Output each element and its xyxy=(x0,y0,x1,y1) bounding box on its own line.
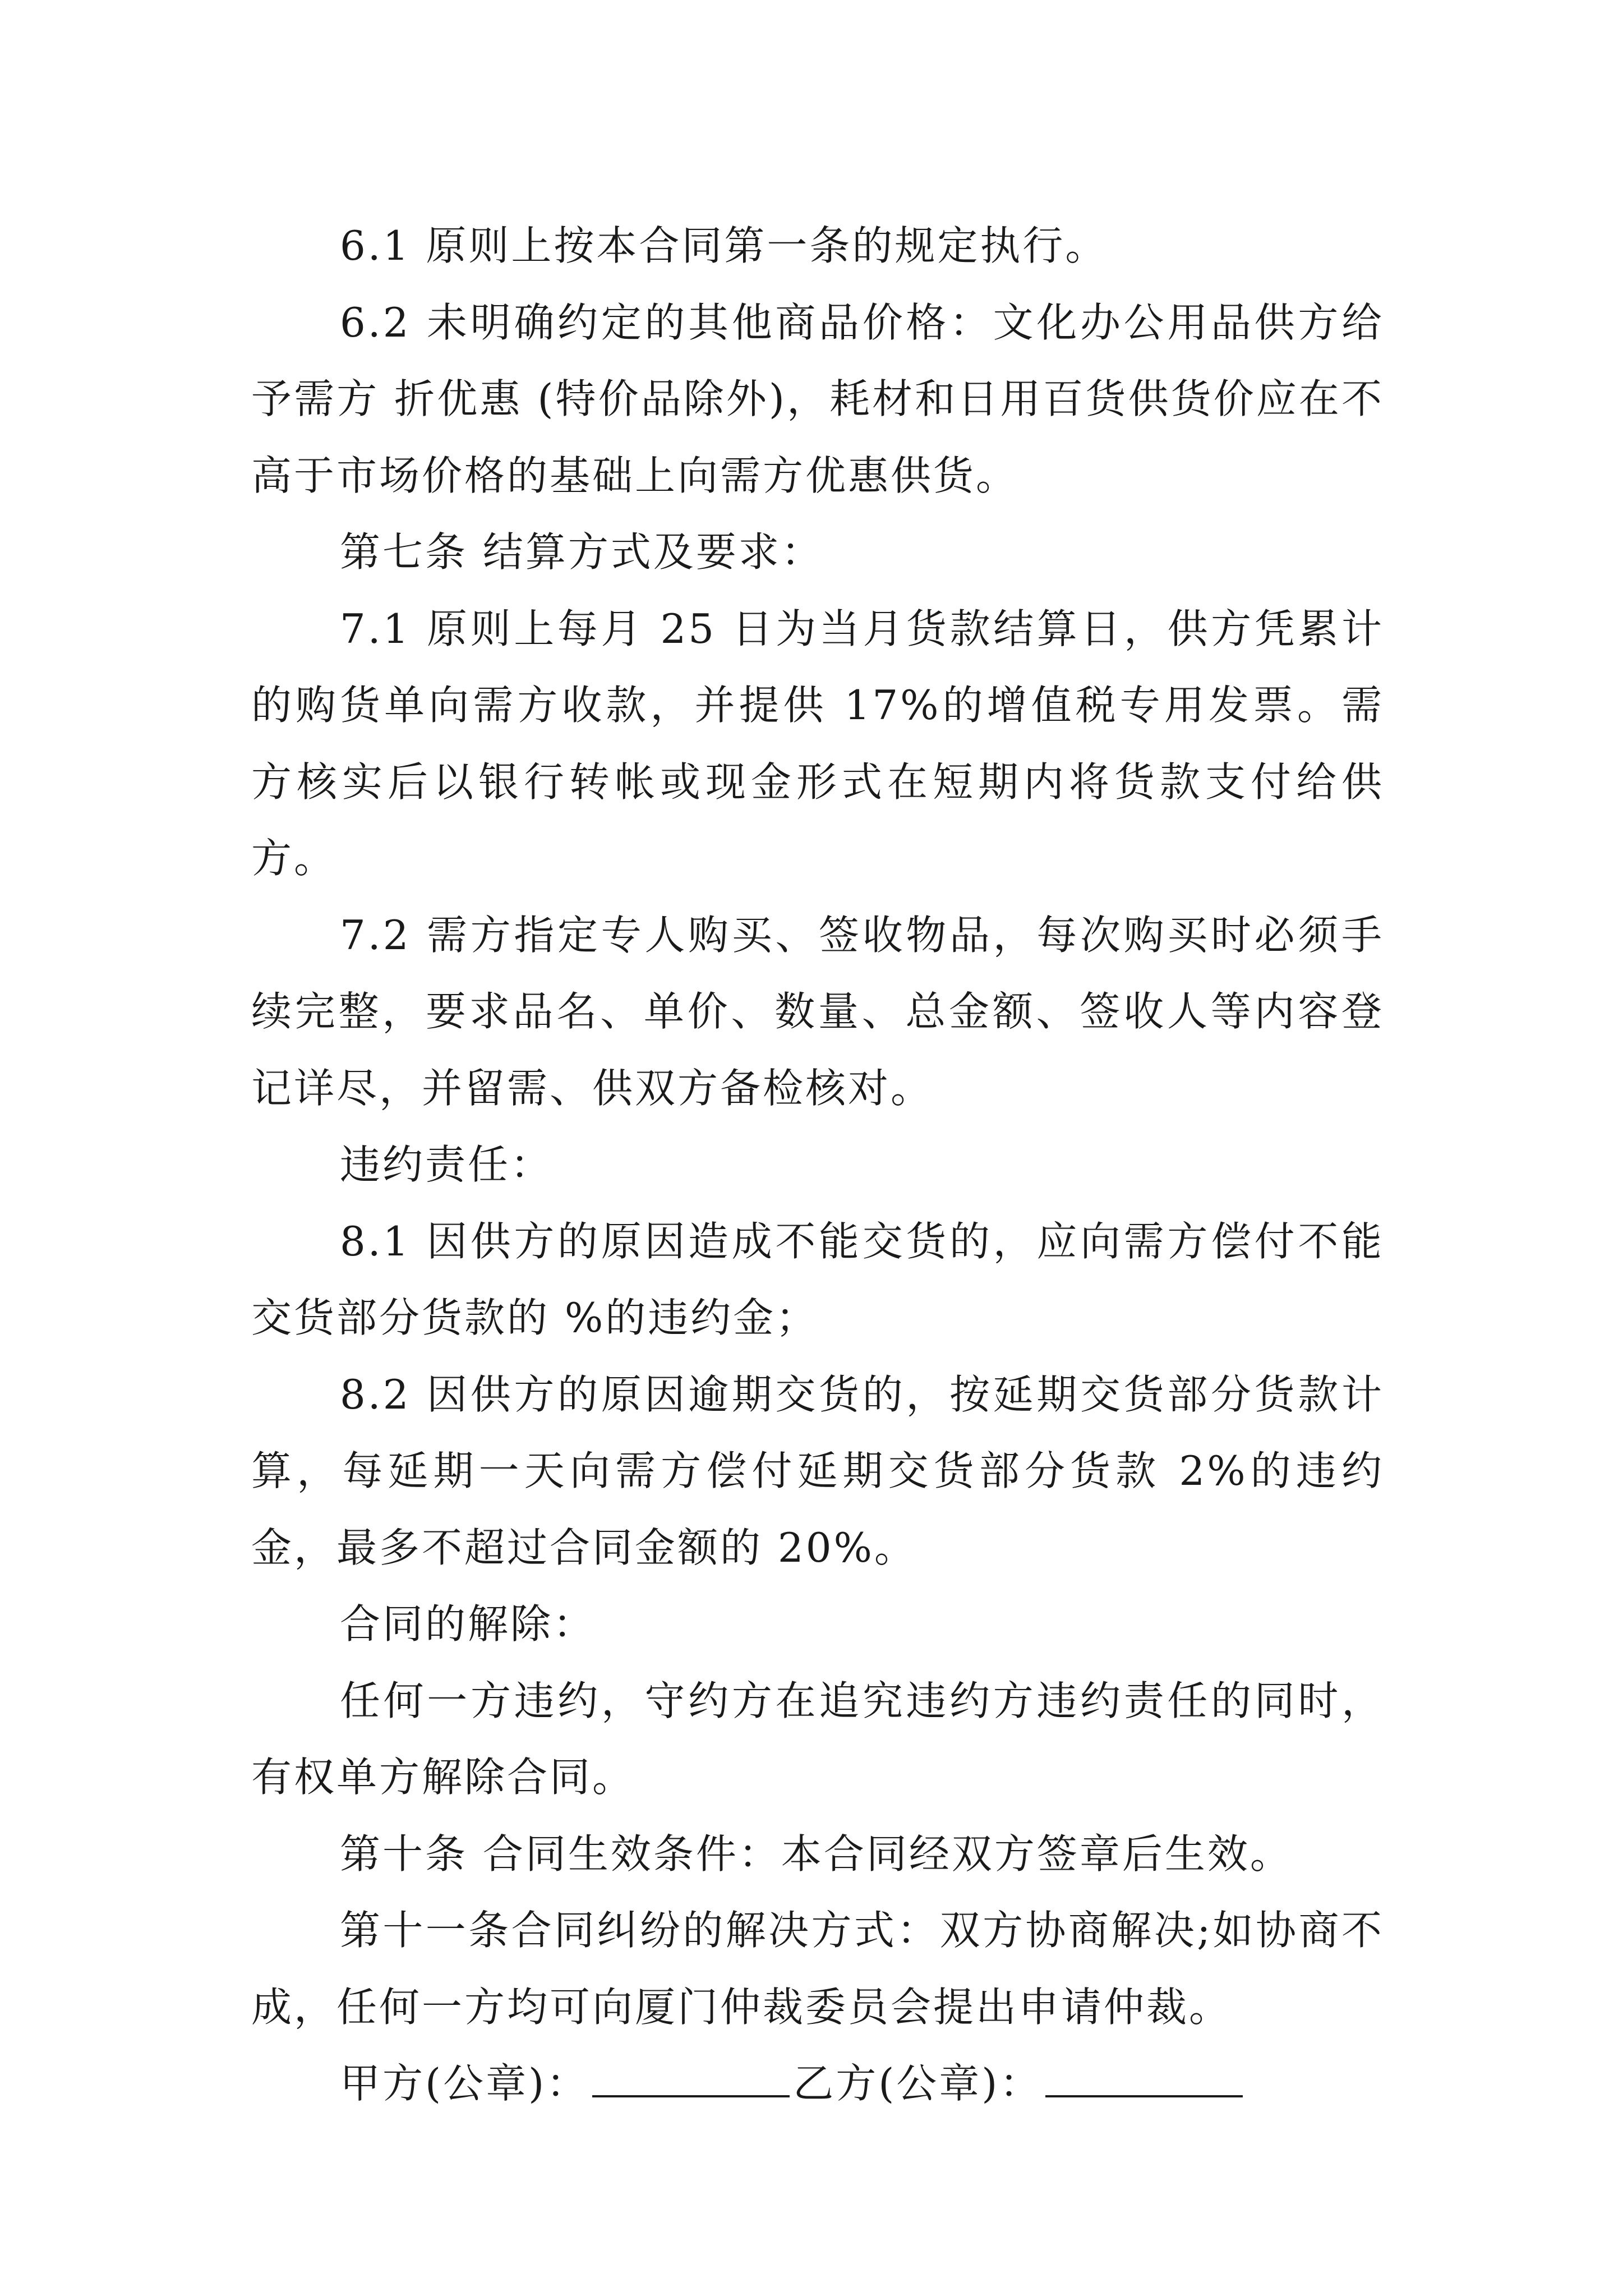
document-body xyxy=(251,208,1384,2122)
paragraph-8-1: 8.1 因供方的原因造成不能交货的，应向需方偿付不能交货部分货款的 %的违约金； xyxy=(251,1217,1384,1341)
article-11-dispute-resolution: 第十一条合同纠纷的解决方式：双方协商解决;如协商不成，任何一方均可向厦门仲裁委员会提出申请仲裁。 xyxy=(251,1907,1384,2031)
party-b-label: 乙方(公章)： xyxy=(793,2060,1043,2107)
signature-line xyxy=(251,2045,1384,2122)
paragraph-6-2: 6.2 未明确约定的其他商品价格：文化办公用品供方给予需方 折优惠 (特价品除外)，耗材和日用百货供货价应在不高于市场价格的基础上向需方优惠供货。 xyxy=(251,298,1384,499)
party-a-label: 甲方(公章)： xyxy=(340,2060,589,2107)
article-10-effectiveness: 第十条 合同生效条件：本合同经双方签章后生效。 xyxy=(340,1830,1293,1878)
party-b-signature-blank xyxy=(1045,2084,1243,2097)
paragraph-7-1: 7.1 原则上每月 25 日为当月货款结算日，供方凭累计的购货单向需方收款，并提供 17%的增值税专用发票。需方核实后以银行转帐或现金形式在短期内将货款支付给供方。 xyxy=(251,605,1384,882)
termination-clause: 任何一方违约，守约方在追究违约方违约责任的同时，有权单方解除合同。 xyxy=(251,1677,1384,1801)
article-7-heading: 第七条 结算方式及要求： xyxy=(340,528,824,576)
paragraph-7-2: 7.2 需方指定专人购买、签收物品，每次购买时必须手续完整，要求品名、单价、数量、总金额、签收人等内容登记详尽，并留需、供双方备检核对。 xyxy=(251,911,1384,1112)
paragraph-8-2: 8.2 因供方的原因逾期交货的，按延期交货部分货款计算，每延期一天向需方偿付延期交货部分货款 2%的违约金，最多不超过合同金额的 20%。 xyxy=(251,1370,1384,1571)
breach-liability-heading: 违约责任： xyxy=(340,1141,554,1188)
party-a-signature-blank xyxy=(592,2084,790,2097)
termination-heading: 合同的解除： xyxy=(340,1600,596,1648)
paragraph-6-1: 6.1 原则上按本合同第一条的规定执行。 xyxy=(340,222,1108,269)
